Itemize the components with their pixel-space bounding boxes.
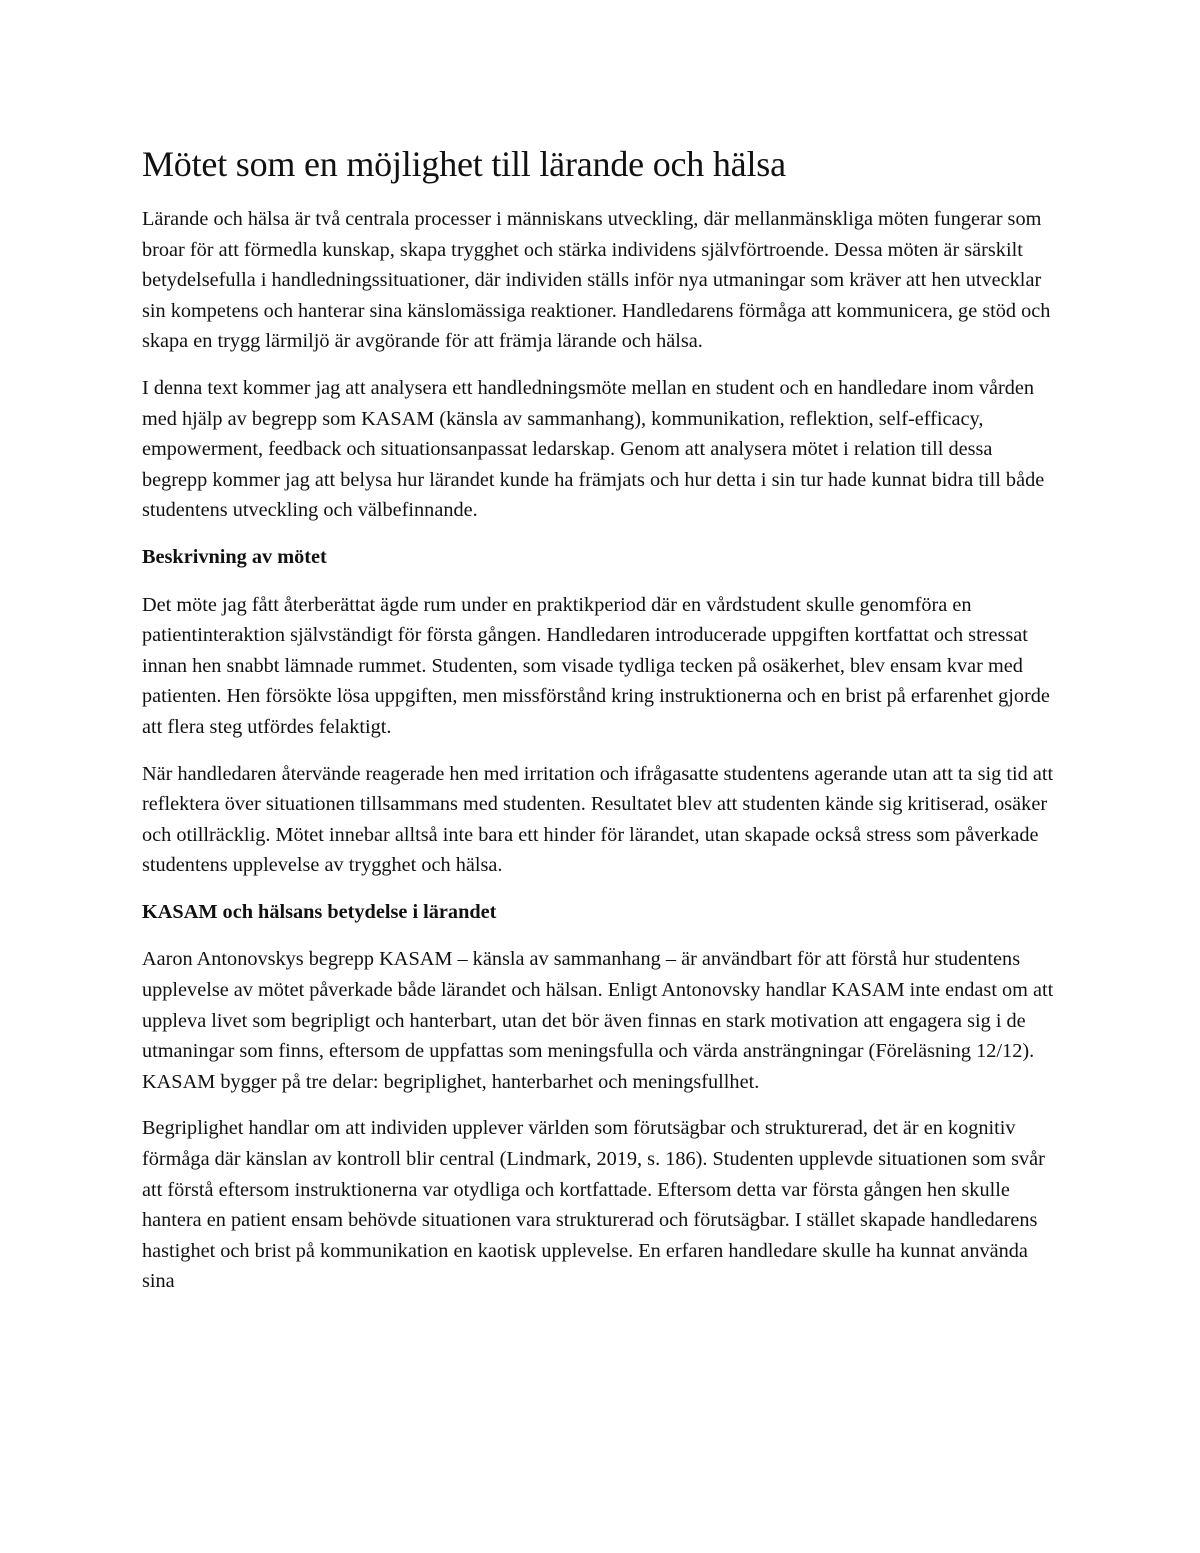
intro-paragraph-2: I denna text kommer jag att analysera ett handledningsmöte mellan en student och en handledare inom vården med hjälp av begrepp som KASAM (känsla av sammanhang), kommunikation, reflektion, self-efficacy, empowerment, feedback och situationsanpassat ledarskap. Genom att analysera mötet i relation till dessa begrepp kommer jag att belysa hur lärandet kunde ha främjats och hur detta i sin tur hade kunnat bidra till både studentens utveckling och välbefinnande. — [142, 376, 1045, 522]
kasam-paragraph-2: Begriplighet handlar om att individen upplever världen som förutsägbar och strukturerad, det är en kognitiv förmåga där känslan av kontroll blir central (Lindmark, 2019, s. 186). Studenten upplevde situationen som svår att förstå eftersom instruktionerna var otydliga och kortfattade. Eftersom detta var första gången hen skulle hantera en patient ensam behövde situationen vara strukturerad och förutsägbar. I stället skapade handledarens hastighet och brist på kommunikation en kaotisk upplevelse. En erfaren handledare skulle ha kunnat använda sina — [142, 1117, 1045, 1293]
description-paragraph-1: Det möte jag fått återberättat ägde rum under en praktikperiod där en vårdstudent skulle genomföra en patientinteraktion självständigt för första gången. Handledaren introducerade uppgiften kortfattat och stressat innan hen snabbt lämnade rummet. Studenten, som visade tydliga tecken på osäkerhet, blev ensam kvar med patienten. Hen försökte lösa uppgiften, men missförstånd kring instruktionerna och en brist på erfarenhet gjorde att flera steg utfördes felaktigt. — [142, 593, 1050, 738]
section-heading-description: Beskrivning av mötet — [142, 545, 327, 568]
kasam-paragraph-1: Aaron Antonovskys begrepp KASAM – känsla av sammanhang – är användbart för att förstå hur studentens upplevelse av mötet påverkade både lärandet och hälsan. Enligt Antonovsky handlar KASAM inte endast om att uppleva livet som begripligt och hanterbart, utan det bör även finnas en stark motivation att engagera sig i de utmaningar som finns, eftersom de uppfattas som meningsfulla och värda ansträngningar (Föreläsning 12/12). KASAM bygger på tre delar: begriplighet, hanterbarhet och meningsfullhet. — [142, 948, 1054, 1093]
description-paragraph-2: När handledaren återvände reagerade hen med irritation och ifrågasatte studentens agerande utan att ta sig tid att reflektera över situationen tillsammans med studenten. Resultatet blev att studenten kände sig kritiserad, osäker och otillräcklig. Mötet innebar alltså inte bara ett hinder för lärandet, utan skapade också stress som påverkade studentens upplevelse av trygghet och hälsa. — [142, 762, 1054, 877]
document-title: Mötet som en möjlighet till lärande och hälsa — [142, 144, 786, 184]
document-page — [142, 138, 1060, 1313]
intro-paragraph-1: Lärande och hälsa är två centrala processer i människans utveckling, där mellanmänskliga möten fungerar som broar för att förmedla kunskap, skapa trygghet och stärka individens självförtroende. Dessa möten är särskilt betydelsefulla i handledningssituationer, där individen ställs inför nya utmaningar som kräver att hen utvecklar sin kompetens och hanterar sina känslomässiga reaktioner. Handledarens förmåga att kommunicera, ge stöd och skapa en trygg lärmiljö är avgörande för att främja lärande och hälsa. — [142, 208, 1051, 353]
section-heading-kasam: KASAM och hälsans betydelse i lärandet — [142, 900, 497, 923]
